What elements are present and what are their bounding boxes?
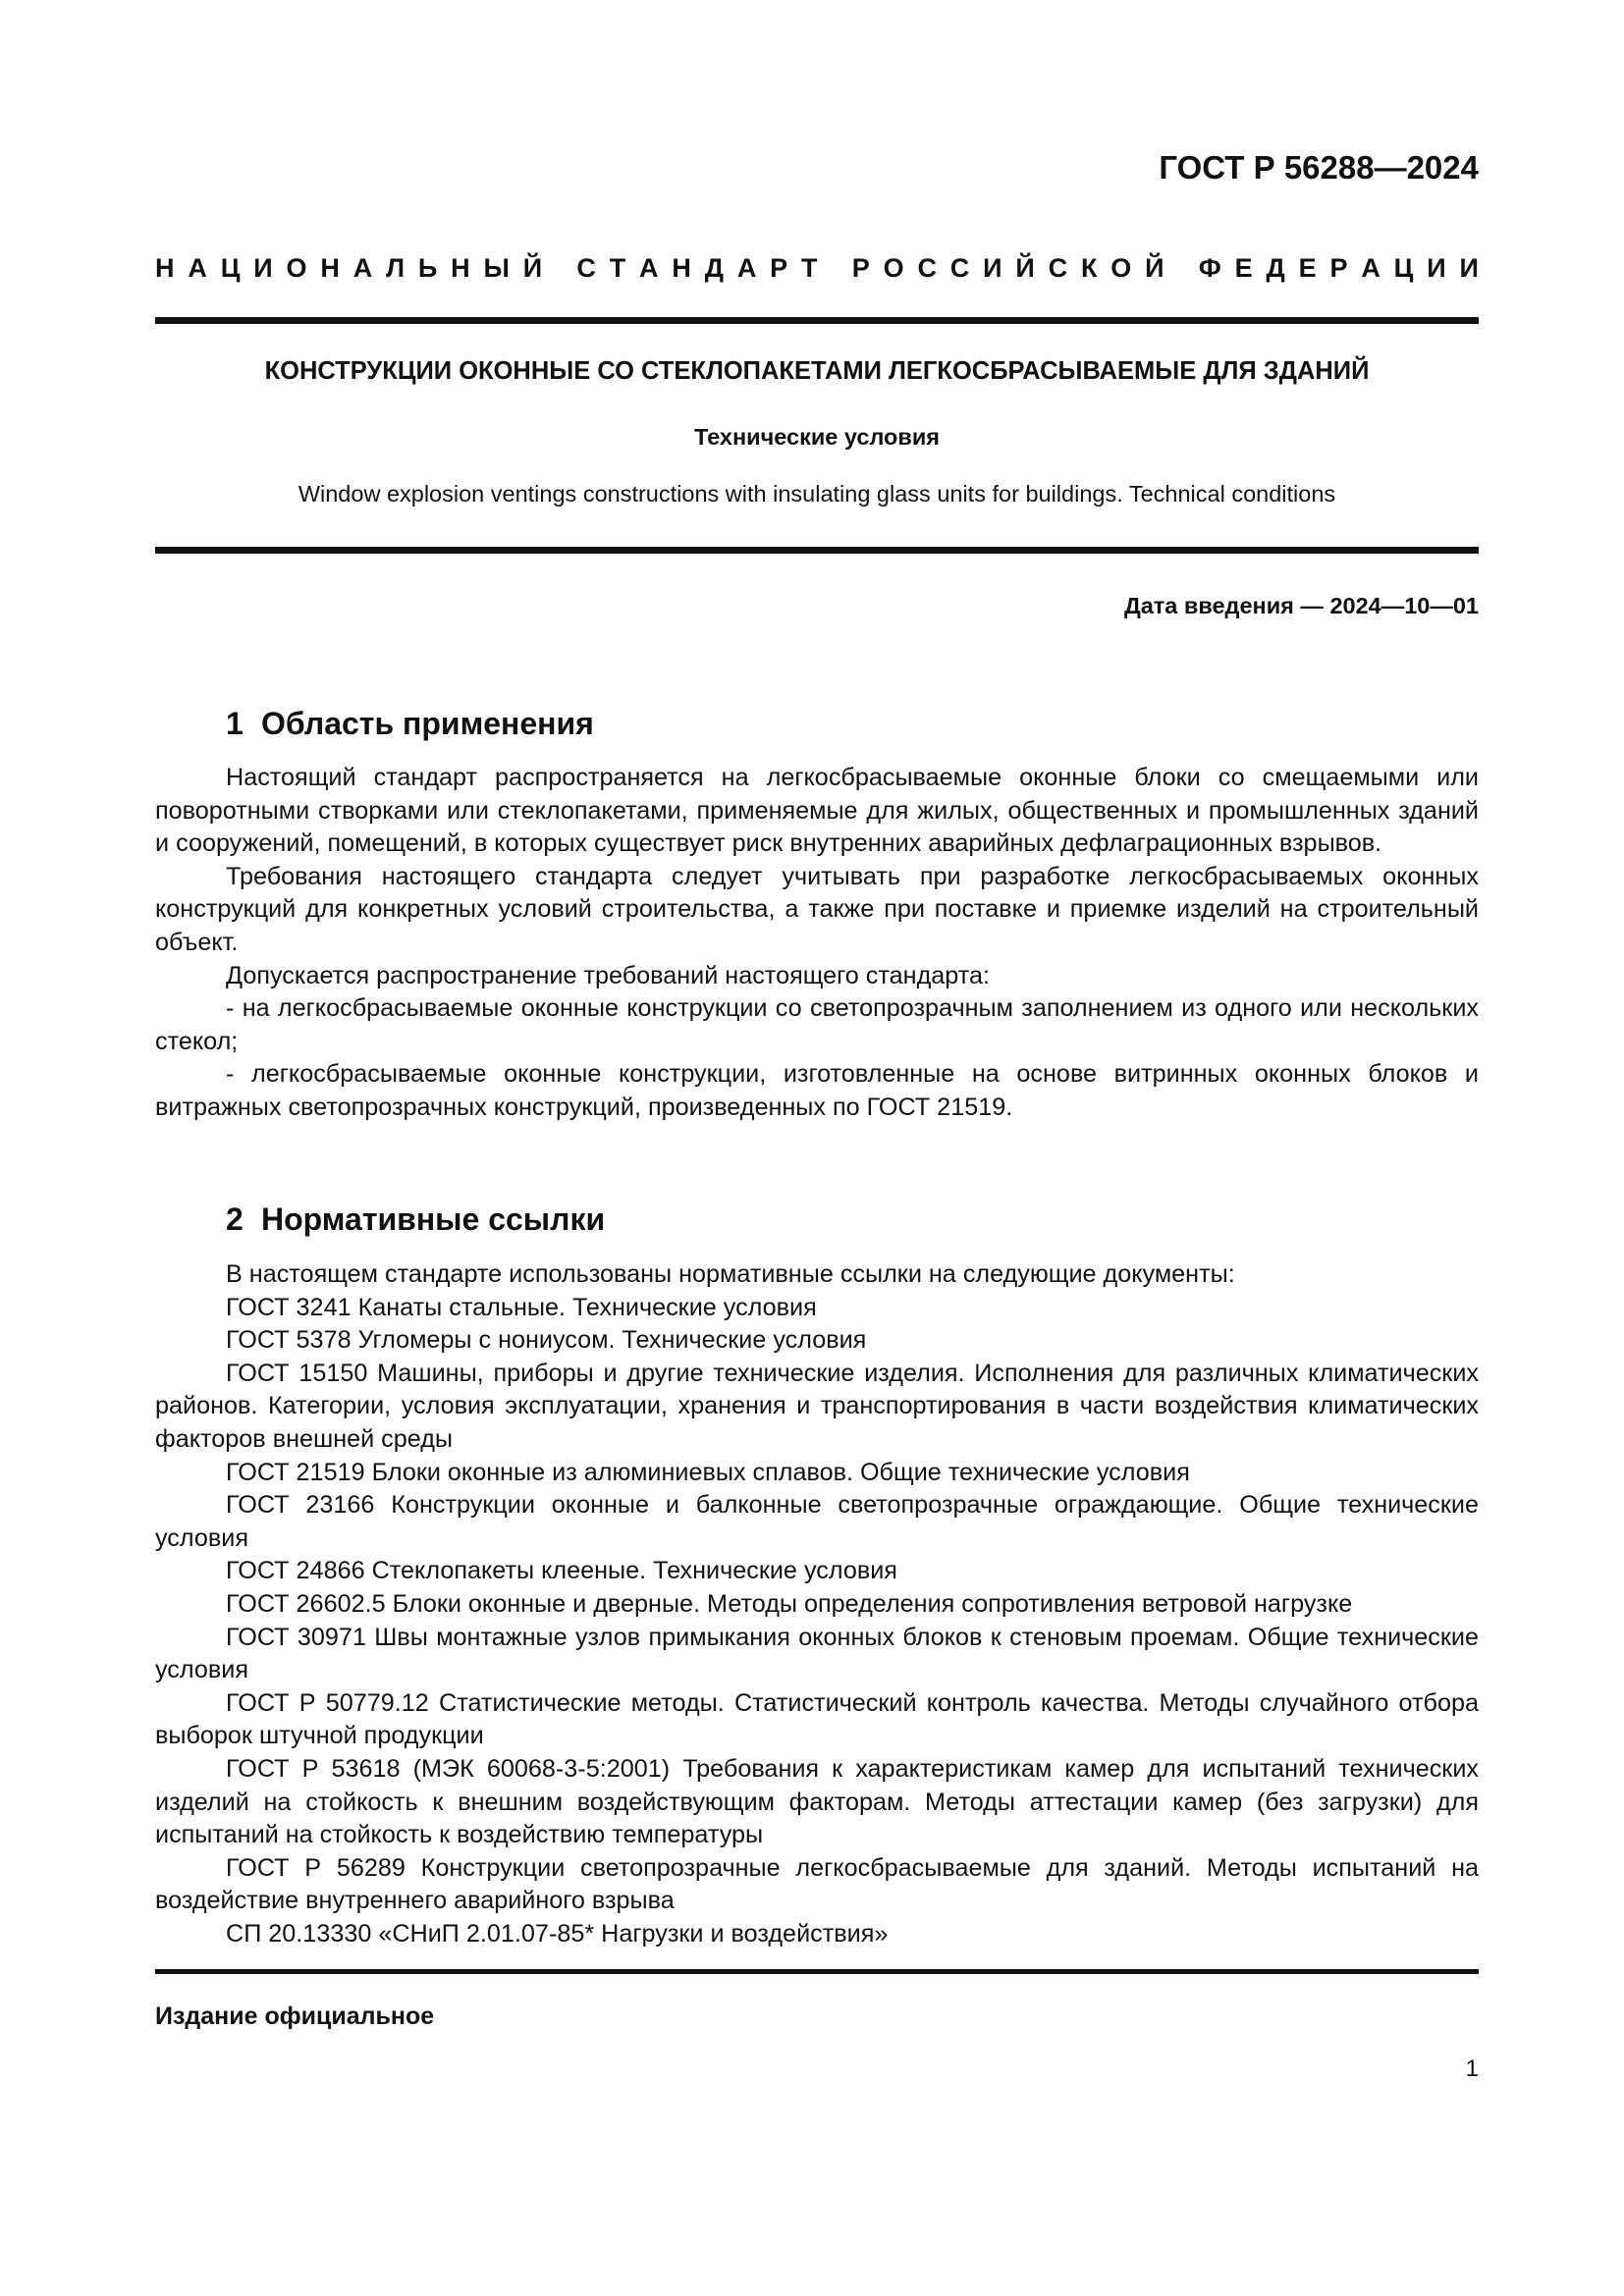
references-intro: В настоящем стандарте использованы нормативные ссылки на следующие документы:: [226, 1260, 1235, 1288]
title-divider: [155, 547, 1479, 554]
reference-item: ГОСТ 15150 Машины, приборы и другие технические изделия. Исполнения для различных климатических районов. Категории, условия эксплуатации, хранения и транспортирования в части воздействия климатических факторов внешней среды: [155, 1359, 1479, 1453]
section-2-heading: [226, 1201, 605, 1238]
reference-item: ГОСТ 30971 Швы монтажные узлов примыкания оконных блоков к стеновым проемам. Общие технические условия: [155, 1623, 1479, 1684]
footer-divider: [155, 1969, 1479, 1974]
paragraph: Настоящий стандарт распространяется на легкосбрасываемые оконные блоки со смещаемыми или поворотными створками или стеклопакетами, применяемые для жилых, общественных и промышленных зданий и сооружений, помещений, в которых существует риск внутренних аварийных дефлаграционных взрывов.: [155, 764, 1479, 858]
reference-item: ГОСТ 21519 Блоки оконные из алюминиевых сплавов. Общие технические условия: [226, 1458, 1190, 1486]
national-standard-title: Н А Ц И О Н А Л Ь Н Ы Й С Т А Н Д А Р Т Р О С С И Й С К О Й Ф Е Д Е Р А Ц И И: [155, 253, 1479, 283]
section-1-heading: [226, 706, 594, 742]
top-divider: [155, 317, 1479, 324]
section-2-number: 2: [226, 1201, 244, 1237]
reference-item: ГОСТ 23166 Конструкции оконные и балконные светопрозрачные ограждающие. Общие технические условия: [155, 1491, 1479, 1552]
paragraph: Требования настоящего стандарта следует учитывать при разработке легкосбрасываемых оконных конструкций для конкретных условий строительства, а также при поставке и приемке изделий на строительный объект.: [155, 862, 1479, 956]
list-item: - на легкосбрасываемые оконные конструкции со светопрозрачным заполнением из одного или нескольких стекол;: [155, 994, 1479, 1055]
introduction-date: Дата введения — 2024—10—01: [1123, 593, 1479, 618]
reference-item: ГОСТ Р 53618 (МЭК 60068-3-5:2001) Требования к характеристикам камер для испытаний технических изделий на стойкость к внешним воздействующим факторам. Методы аттестации камер (без загрузки) для испытаний на стойкость к воздействию температуры: [155, 1754, 1479, 1849]
section-2-body: [155, 1258, 1479, 1950]
edition-label: Издание официальное: [155, 2002, 435, 2030]
document-subtitle: Технические условия: [693, 424, 941, 450]
section-1-title: Область применения: [261, 706, 594, 741]
reference-item: ГОСТ Р 50779.12 Статистические методы. Статистический контроль качества. Методы случайного отбора выборок штучной продукции: [155, 1688, 1479, 1750]
page-number: 1: [1465, 2056, 1479, 2082]
section-1-body: [155, 762, 1479, 1125]
section-2-title: Нормативные ссылки: [261, 1201, 606, 1237]
reference-item: СП 20.13330 «СНиП 2.01.07-85* Нагрузки и воздействия»: [226, 1919, 889, 1948]
section-1-number: 1: [226, 706, 244, 741]
reference-item: ГОСТ 3241 Канаты стальные. Технические условия: [226, 1293, 817, 1321]
reference-item: ГОСТ 5378 Угломеры с нониусом. Технические условия: [226, 1326, 867, 1355]
reference-item: ГОСТ 26602.5 Блоки оконные и дверные. Методы определения сопротивления ветровой нагрузке: [226, 1589, 1353, 1618]
paragraph: Допускается распространение требований настоящего стандарта:: [226, 961, 990, 989]
list-item: - легкосбрасываемые оконные конструкции, изготовленные на основе витринных оконных блоков и витражных светопрозрачных конструкций, произведенных по ГОСТ 21519.: [155, 1060, 1479, 1121]
document-title: КОНСТРУКЦИИ ОКОННЫЕ СО СТЕКЛОПАКЕТАМИ ЛЕГКОСБРАСЫВАЕМЫЕ ДЛЯ ЗДАНИЙ: [264, 357, 1370, 385]
standard-number: ГОСТ Р 56288—2024: [1159, 149, 1479, 186]
reference-item: ГОСТ 24866 Стеклопакеты клееные. Технические условия: [226, 1557, 897, 1585]
english-title: Window explosion ventings constructions with insulating glass units for buildings. Technical conditions: [298, 481, 1336, 507]
reference-item: ГОСТ Р 56289 Конструкции светопрозрачные легкосбрасываемые для зданий. Методы испытаний на воздействие внутреннего аварийного взрыва: [155, 1853, 1479, 1915]
